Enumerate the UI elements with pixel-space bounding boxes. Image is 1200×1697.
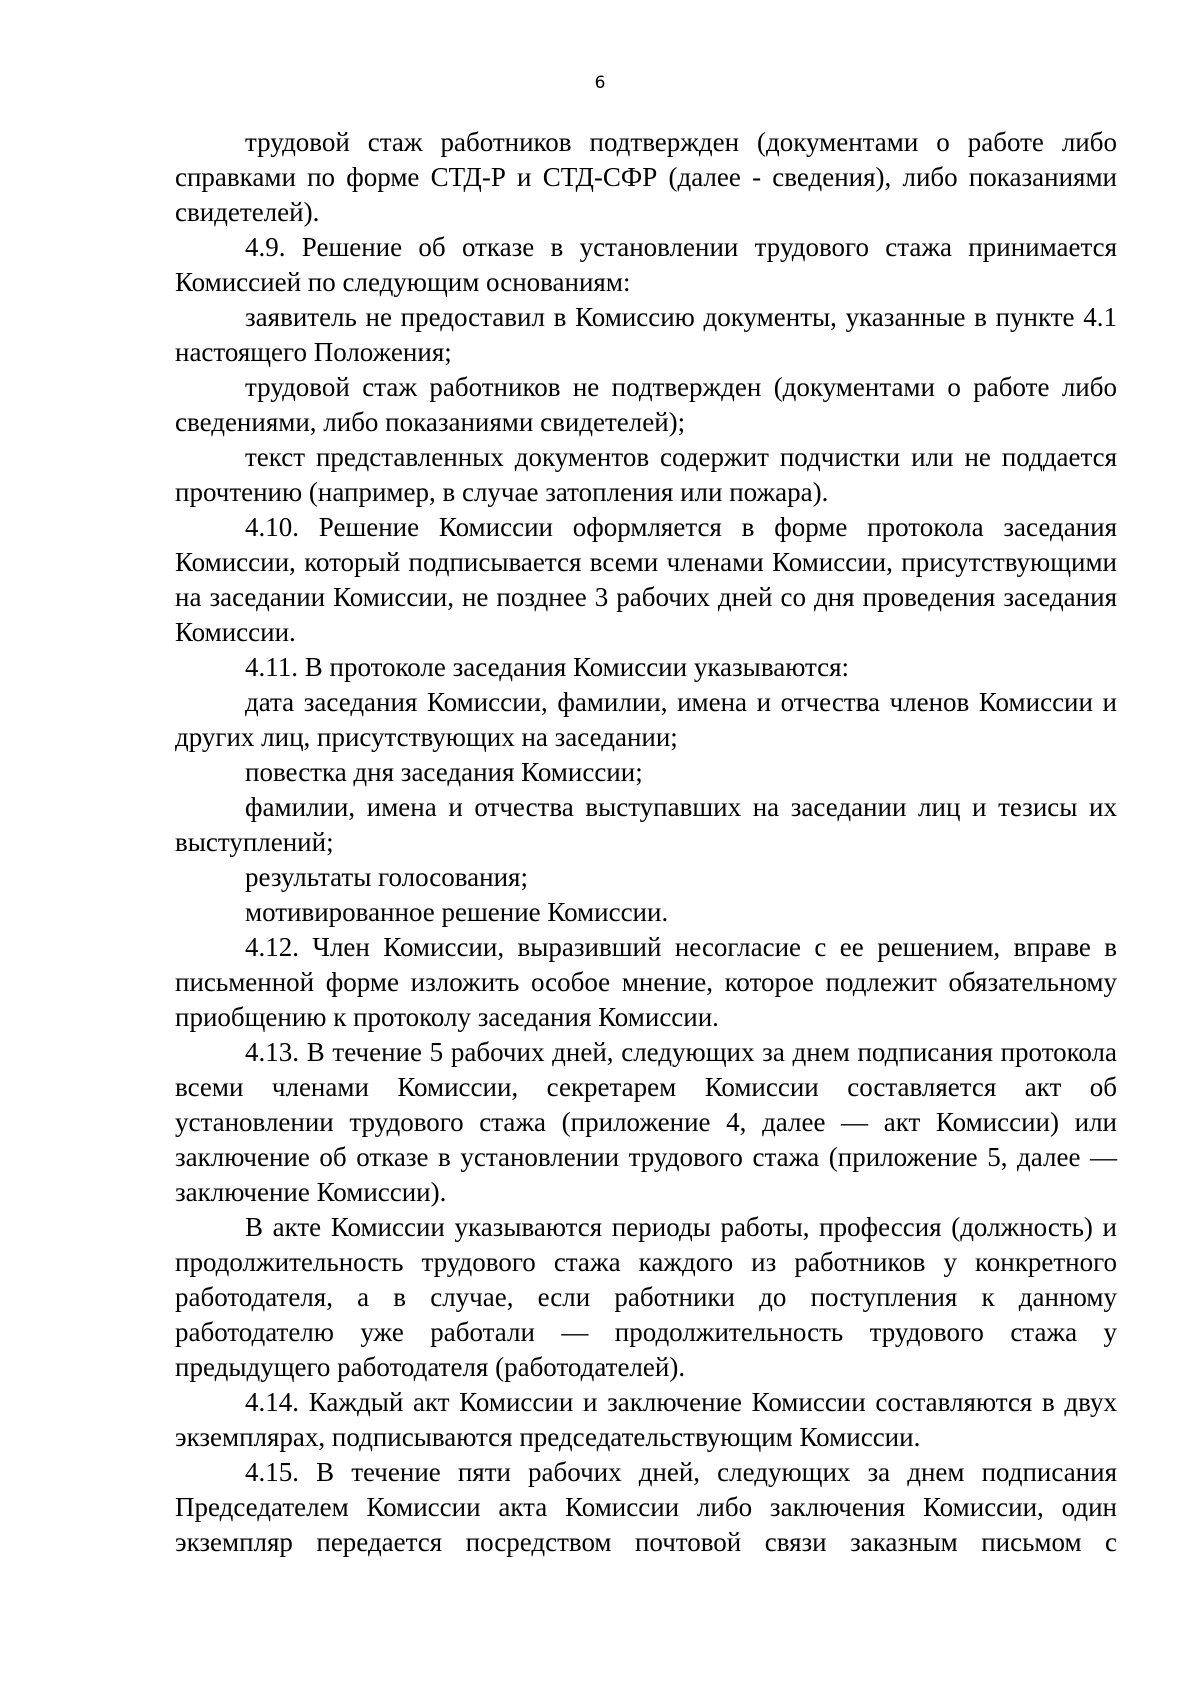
paragraph-4-9: 4.9. Решение об отказе в установлении трудового стажа принимается Комиссией по следующим основаниям: (175, 232, 1117, 297)
list-item-speakers: фамилии, имена и отчества выступавших на заседании лиц и тезисы их выступлений; (175, 792, 1117, 857)
list-item-voting-results: результаты голосования; (245, 862, 528, 892)
paragraph-4-13: 4.13. В течение 5 рабочих дней, следующих за днем подписания протокола всеми членами Комиссии, секретарем Комиссии составляется акт об установлении трудового стажа (приложение 4, далее — акт Комиссии) или заключение об отказе в установлении трудового стажа (приложение 5, далее — заключение Комиссии). (175, 1037, 1117, 1207)
list-item-not-confirmed: трудовой стаж работников не подтвержден (документами о работе либо сведениями, либо показаниями свидетелей); (175, 372, 1117, 437)
page-number: 6 (594, 73, 606, 93)
paragraph-staj-confirmed: трудовой стаж работников подтвержден (документами о работе либо справками по форме СТД-Р и СТД-СФР (далее - сведения), либо показаниями свидетелей). (175, 127, 1117, 227)
paragraph-4-14: 4.14. Каждый акт Комиссии и заключение Комиссии составляются в двух экземплярах, подписываются председательствующим Комиссии. (175, 1387, 1117, 1452)
list-item-meeting-date: дата заседания Комиссии, фамилии, имена и отчества членов Комиссии и других лиц, присутствующих на заседании; (175, 687, 1117, 752)
list-item-unreadable: текст представленных документов содержит подчистки или не поддается прочтению (например, в случае затопления или пожара). (175, 442, 1117, 507)
paragraph-act-contents: В акте Комиссии указываются периоды работы, профессия (должность) и продолжительность трудового стажа каждого из работников у конкретного работодателя, а в случае, если работники до поступления к данному работодателю уже работали — продолжительность трудового стажа у предыдущего работодателя (работодателей). (175, 1212, 1117, 1382)
paragraph-4-15: 4.15. В течение пяти рабочих дней, следующих за днем подписания Председателем Комиссии акта Комиссии либо заключения Комиссии, один экземпляр передается посредством почтовой связи заказным письмом с (175, 1457, 1117, 1557)
list-item-no-documents: заявитель не предоставил в Комиссию документы, указанные в пункте 4.1 настоящего Положения; (175, 302, 1117, 367)
list-item-agenda: повестка дня заседания Комиссии; (245, 757, 643, 787)
list-item-reasoned-decision: мотивированное решение Комиссии. (245, 897, 669, 927)
paragraph-4-10: 4.10. Решение Комиссии оформляется в форме протокола заседания Комиссии, который подписывается всеми членами Комиссии, присутствующими на заседании Комиссии, не позднее 3 рабочих дней со дня проведения заседания Комиссии. (175, 512, 1117, 647)
paragraph-4-12: 4.12. Член Комиссии, выразивший несогласие с ее решением, вправе в письменной форме изложить особое мнение, которое подлежит обязательному приобщению к протоколу заседания Комиссии. (175, 932, 1117, 1032)
paragraph-4-11: 4.11. В протоколе заседания Комиссии указываются: (245, 652, 850, 682)
document-body (175, 125, 1117, 1560)
